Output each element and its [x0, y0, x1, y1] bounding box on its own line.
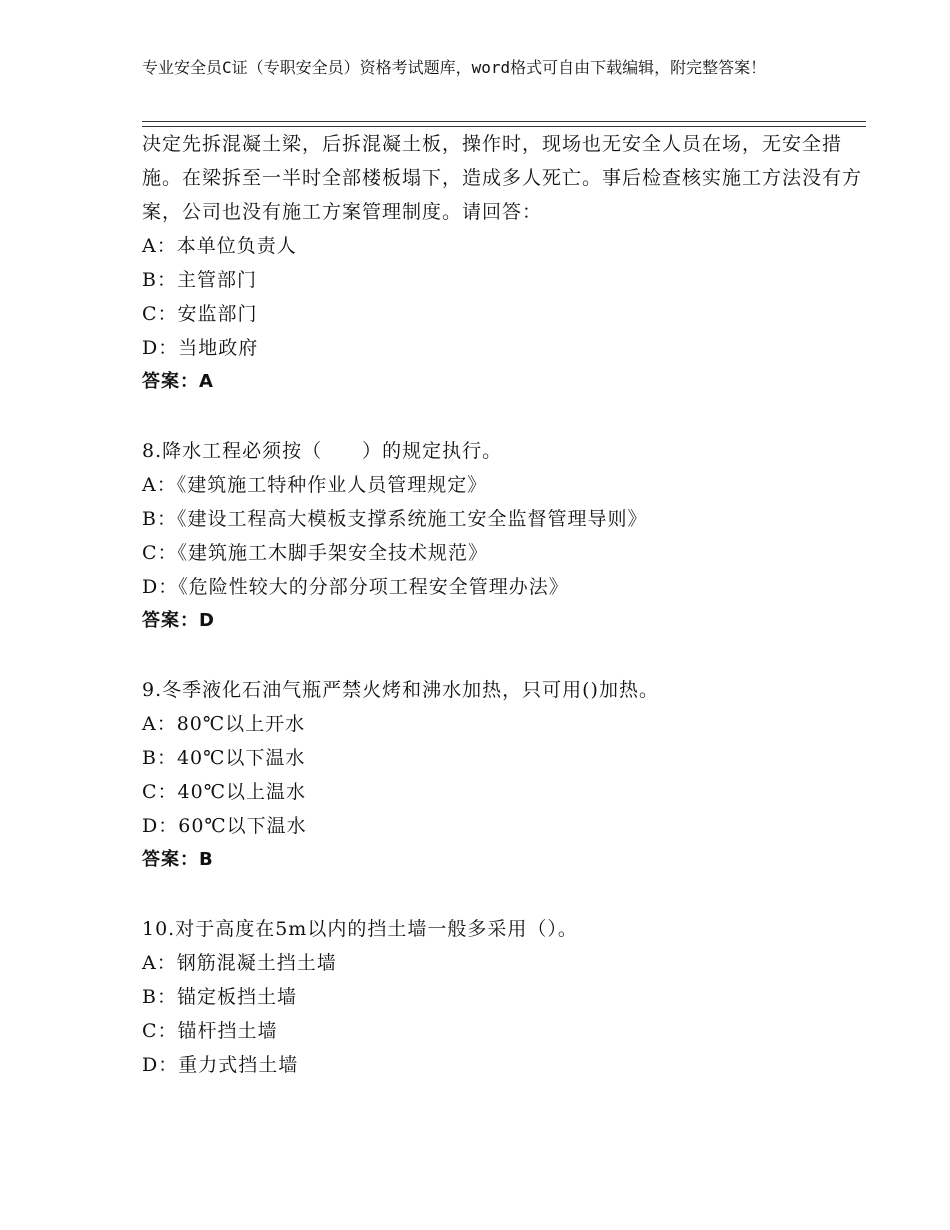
question-9 [142, 673, 866, 877]
question-9-option-a: A：80℃以上开水 [142, 713, 306, 735]
question-10-option-a: A：钢筋混凝土挡土墙 [142, 952, 337, 974]
question-7-option-d: D：当地政府 [142, 337, 259, 359]
question-10-option-b: B：锚定板挡土墙 [142, 986, 297, 1008]
question-9-answer: 答案：B [142, 849, 214, 870]
document-body [142, 127, 866, 1082]
question-8-option-d: D：《危险性较大的分部分项工程安全管理办法》 [142, 576, 569, 598]
question-8-option-c: C：《建筑施工木脚手架安全技术规范》 [142, 542, 489, 564]
question-7-continuation [142, 127, 866, 399]
question-10 [142, 912, 866, 1082]
question-10-stem: 10.对于高度在5m以内的挡土墙一般多采用（）。 [142, 918, 578, 940]
question-8 [142, 434, 866, 638]
spacer [142, 399, 866, 434]
question-7-option-c: C：安监部门 [142, 303, 258, 325]
question-8-option-b: B：《建设工程高大模板支撑系统施工安全监督管理导则》 [142, 508, 648, 530]
question-9-option-d: D：60℃以下温水 [142, 815, 307, 837]
spacer [142, 638, 866, 673]
document-header: 专业安全员C证（专职安全员）资格考试题库，word格式可自由下载编辑，附完整答案！ [142, 58, 767, 77]
spacer [142, 877, 866, 912]
question-8-stem: 8.降水工程必须按（ ）的规定执行。 [142, 440, 503, 462]
question-8-option-a: A：《建筑施工特种作业人员管理规定》 [142, 474, 488, 496]
question-9-option-b: B：40℃以下温水 [142, 747, 306, 769]
question-9-option-c: C：40℃以上温水 [142, 781, 306, 803]
question-7-stem-text: 决定先拆混凝土梁，后拆混凝土板，操作时，现场也无安全人员在场，无安全措施。在梁拆至一半时全部楼板塌下，造成多人死亡。事后检查核实施工方法没有方案，公司也没有施工方案管理制度。请回答： [142, 133, 863, 223]
question-10-option-d: D：重力式挡土墙 [142, 1054, 299, 1076]
question-9-stem: 9.冬季液化石油气瓶严禁火烤和沸水加热，只可用()加热。 [142, 679, 659, 701]
question-7-option-b: B：主管部门 [142, 269, 257, 291]
question-10-option-c: C：锚杆挡土墙 [142, 1020, 278, 1042]
question-7-answer: 答案：A [142, 371, 214, 392]
question-7-option-a: A：本单位负责人 [142, 235, 297, 257]
question-8-answer: 答案：D [142, 610, 215, 631]
